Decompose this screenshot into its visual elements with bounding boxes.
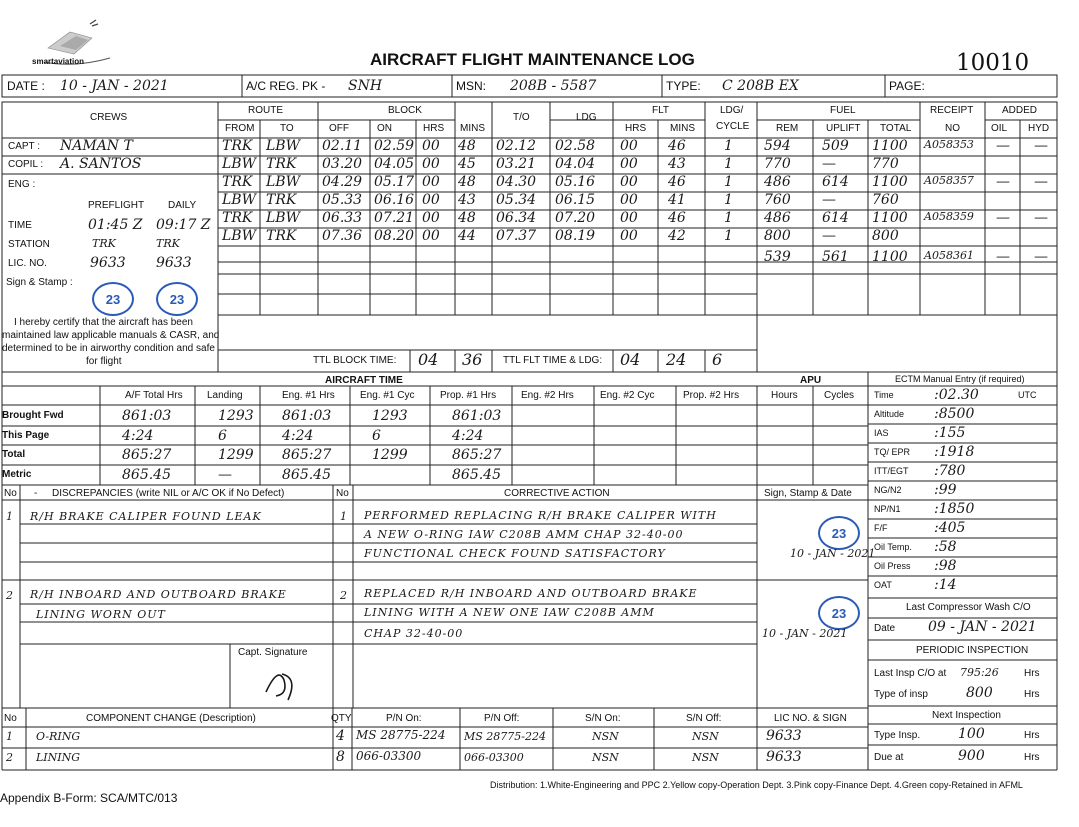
ac-time-4-5: 865.45 [452,467,501,483]
ac-time-row-label-3: Total [2,449,26,460]
flight-1-fmins: 46 [668,138,686,154]
station-daily: TRK [156,237,180,250]
flight-7-oil: — [996,249,1010,265]
comp-1-desc: O-RING [36,730,81,743]
flight-6-hrs: 00 [422,228,440,244]
col-to: TO [280,123,294,134]
flight-4-uplift: — [822,192,836,208]
sign-stamp-label: Sign & Stamp : [6,277,73,288]
certify-line-3: determined to be in airworthy condition and safe [2,343,215,354]
ectm-title: ECTM Manual Entry (if required) [895,374,1025,384]
ac-time-col-8: Prop. #2 Hrs [683,390,740,401]
flight-3-hyd: — [1034,174,1048,190]
ectm-value-1: :02.30 [934,387,979,403]
flight-5-uplift: 614 [822,210,849,226]
flight-5-hrs: 00 [422,210,440,226]
flight-4-cyc: 1 [724,192,733,208]
next-insp-title: Next Inspection [932,710,1001,721]
col-from: FROM [225,123,255,134]
ac-time-1-3: 861:03 [282,408,332,424]
flight-2-uplift: — [822,156,836,172]
flight-2-mins: 45 [458,156,476,172]
col-off: OFF [329,123,349,134]
ectm-value-10: :98 [934,558,957,574]
ac-time-col-4: Eng. #1 Cyc [360,390,415,401]
flight-6-fhrs: 00 [620,228,638,244]
flight-7-rem: 539 [764,249,791,265]
flight-3-total: 1100 [872,174,908,190]
flight-6-to: TRK [266,228,297,244]
comp-1-sn-on: NSN [592,730,619,743]
ac-time-2-4: 6 [372,428,381,444]
flight-5-to_t: 06.34 [496,210,537,226]
log-serial-number: 10010 [956,50,1030,76]
type-label: TYPE: [666,79,701,93]
ectm-label-7: NP/N1 [874,504,901,514]
comp-1-pn-off: MS 28775-224 [464,730,547,743]
ectm-label-11: OAT [874,580,892,590]
flight-3-to_t: 04.30 [496,174,537,190]
comp-pn-off-header: P/N Off: [484,713,520,724]
msn-label: MSN: [456,79,486,93]
ac-time-3-1: 865:27 [122,447,172,463]
ac-time-3-2: 1299 [218,447,254,463]
col-receipt: RECEIPT [930,105,974,116]
flight-1-to_t: 02.12 [496,138,537,154]
flight-1-from: TRK [222,138,253,154]
col-rem: REM [776,123,799,134]
flight-7-uplift: 561 [822,249,849,265]
ac-time-col-6: Eng. #2 Hrs [521,390,574,401]
flight-5-mins: 48 [458,210,476,226]
flight-2-total: 770 [872,156,899,172]
periodic-title: PERIODIC INSPECTION [916,645,1029,656]
ca-2-no: 2 [340,589,347,602]
flight-4-ldg: 06.15 [555,192,596,208]
eng-label: ENG : [8,179,36,190]
aircraft-time-title: AIRCRAFT TIME [325,375,403,386]
flight-3-hrs: 00 [422,174,440,190]
col-route: ROUTE [248,105,283,116]
ectm-unit-1: UTC [1018,390,1037,400]
flight-1-rem: 594 [764,138,791,154]
col-added: ADDED [1002,105,1038,116]
flight-7-hyd: — [1034,249,1048,265]
ectm-label-9: Oil Temp. [874,542,912,552]
comp-pn-on-header: P/N On: [386,713,422,724]
col-oil: OIL [991,123,1008,134]
comp-1-lic: 9633 [766,728,802,744]
station-preflight: TRK [92,237,116,250]
wash-title: Last Compressor Wash C/O [906,602,1031,613]
preflight-stamp: 23 [92,282,134,316]
col-ldg-cycle-2: CYCLE [716,121,750,132]
col-flt-mins: MINS [670,123,695,134]
disc-1-text: R/H BRAKE CALIPER FOUND LEAK [30,510,262,523]
capt-value: NAMAN T [60,138,133,154]
flight-2-hrs: 00 [422,156,440,172]
flight-5-fhrs: 00 [620,210,638,226]
flight-6-total: 800 [872,228,899,244]
flight-2-to: TRK [266,156,297,172]
certify-line-1: I hereby certify that the aircraft has been [14,317,193,328]
flight-5-on: 07.21 [374,210,415,226]
flight-6-cyc: 1 [724,228,733,244]
disc-dash: - [34,488,38,499]
flight-5-rem: 486 [764,210,791,226]
acreg-value: SNH [348,78,383,94]
comp-1-pn-on: MS 28775-224 [356,728,446,742]
flight-4-from: LBW [222,192,256,208]
ca-1-no: 1 [340,510,347,523]
flight-2-rem: 770 [764,156,791,172]
lic-preflight: 9633 [90,255,126,271]
flight-6-mins: 44 [458,228,476,244]
ac-time-row-label-2: This Page [2,430,50,441]
date-label: DATE : [7,79,45,93]
ttl-block-hrs: 04 [418,350,439,369]
flight-1-oil: — [996,138,1010,154]
brand-name: smartaviation [32,57,85,66]
flight-1-off: 02.11 [322,138,363,154]
comp-title: COMPONENT CHANGE (Description) [86,713,256,724]
flight-4-total: 760 [872,192,899,208]
flight-6-on: 08.20 [374,228,415,244]
flight-4-off: 05.33 [322,192,363,208]
flight-3-fmins: 46 [668,174,686,190]
flight-3-off: 04.29 [322,174,363,190]
flight-3-ldg: 05.16 [555,174,596,190]
comp-lic-header: LIC NO. & SIGN [774,713,847,724]
ca-2-line-3: CHAP 32-40-00 [364,627,464,640]
flight-1-hrs: 00 [422,138,440,154]
ectm-label-3: IAS [874,428,889,438]
time-label: TIME [8,220,32,231]
due-label: Due at [874,752,904,763]
ac-time-2-2: 6 [218,428,227,444]
next-type-unit: Hrs [1024,730,1040,741]
flight-2-fmins: 43 [668,156,686,172]
ac-time-4-3: 865.45 [282,467,331,483]
ectm-label-1: Time [874,390,894,400]
flight-3-uplift: 614 [822,174,849,190]
ttl-block-mins: 36 [462,350,483,369]
acreg-label: A/C REG. PK - [246,79,326,93]
ca-2-line-1: REPLACED R/H INBOARD AND OUTBOARD BRAKE [364,587,698,600]
apu-cycles: Cycles [824,390,855,401]
ac-time-1-4: 1293 [372,408,408,424]
time-preflight: 01:45 Z [88,217,143,233]
lic-daily: 9633 [156,255,192,271]
flight-5-off: 06.33 [322,210,363,226]
ectm-value-6: :99 [934,482,957,498]
flight-2-from: LBW [222,156,256,172]
col-flt: FLT [652,105,670,116]
flight-3-on: 05.17 [374,174,415,190]
comp-sn-off-header: S/N Off: [686,713,722,724]
flight-4-mins: 43 [458,192,476,208]
ectm-label-10: Oil Press [874,561,911,571]
flight-5-to: LBW [266,210,300,226]
last-insp-label: Last Insp C/O at [874,668,947,679]
ectm-value-11: :14 [934,577,957,593]
disc-2-line-2: LINING WORN OUT [36,608,166,621]
comp-2-no: 2 [6,751,13,764]
flight-6-uplift: — [822,228,836,244]
ca-2-stamp: 23 [818,596,860,630]
date-value: 10 - JAN - 2021 [60,78,169,94]
due-unit: Hrs [1024,752,1040,763]
ac-time-2-5: 4:24 [452,428,484,444]
ac-time-col-2: Landing [207,390,243,401]
certify-line-4: for flight [86,356,122,367]
flight-6-to_t: 07.37 [496,228,537,244]
ttl-flt-label: TTL FLT TIME & LDG: [503,355,603,366]
flight-6-fmins: 42 [668,228,686,244]
ac-time-4-2: — [218,467,232,483]
ac-time-2-1: 4:24 [122,428,154,444]
flight-1-fhrs: 00 [620,138,638,154]
ac-time-3-4: 1299 [372,447,408,463]
last-insp-unit: Hrs [1024,668,1040,679]
ectm-value-2: :8500 [934,406,975,422]
comp-1-qty: 4 [336,728,345,744]
flight-1-receipt: A058353 [924,138,974,151]
disc-2-no: 2 [6,589,13,602]
wash-date-label: Date [874,623,896,634]
sign-stamp-date-header: Sign, Stamp & Date [764,488,852,499]
flight-1-ldg: 02.58 [555,138,596,154]
ectm-value-5: :780 [934,463,966,479]
flight-1-on: 02.59 [374,138,415,154]
type-insp-value: 800 [966,685,993,701]
flight-2-fhrs: 00 [620,156,638,172]
flight-7-receipt: A058361 [924,249,974,262]
next-type-label: Type Insp. [874,730,921,741]
ac-time-col-3: Eng. #1 Hrs [282,390,335,401]
comp-2-sn-on: NSN [592,751,619,764]
ac-time-4-1: 865.45 [122,467,171,483]
ac-time-3-5: 865:27 [452,447,502,463]
flight-3-rem: 486 [764,174,791,190]
capt-signature-label: Capt. Signature [238,647,308,658]
type-insp-label: Type of insp [874,689,928,700]
ectm-label-2: Altitude [874,409,905,419]
apu-title: APU [800,375,822,386]
comp-1-sn-off: NSN [692,730,719,743]
comp-sn-on-header: S/N On: [585,713,621,724]
ttl-block-label: TTL BLOCK TIME: [313,355,397,366]
time-daily: 09:17 Z [156,217,211,233]
col-hyd: HYD [1028,123,1050,134]
ca-2-line-2: LINING WITH A NEW ONE IAW C208B AMM [364,606,655,619]
flight-4-hrs: 00 [422,192,440,208]
ca-title: CORRECTIVE ACTION [504,488,610,499]
col-crews: CREWS [90,112,128,123]
col-takeoff: T/O [513,112,530,123]
ectm-label-6: NG/N2 [874,485,902,495]
ca-1-line-1: PERFORMED REPLACING R/H BRAKE CALIPER WITH [364,509,717,522]
msn-value: 208B - 5587 [510,78,597,94]
flight-2-on: 04.05 [374,156,415,172]
ca-1-line-2: A NEW O-RING IAW C208B AMM CHAP 32-40-00 [364,528,684,541]
disc-no-header: No [4,488,17,499]
ectm-label-4: TQ/ EPR [874,447,911,457]
flight-1-cyc: 1 [724,138,733,154]
ttl-flt-ldg: 6 [712,350,723,369]
flight-1-total: 1100 [872,138,908,154]
flight-5-fmins: 46 [668,210,686,226]
capt-label: CAPT : [8,141,41,152]
flight-4-to_t: 05.34 [496,192,537,208]
type-insp-unit: Hrs [1024,689,1040,700]
ca-no-header: No [336,488,349,499]
ac-time-1-1: 861:03 [122,408,172,424]
flight-4-fhrs: 00 [620,192,638,208]
comp-2-pn-off: 066-03300 [464,751,524,764]
flight-3-oil: — [996,174,1010,190]
station-label: STATION [8,239,50,250]
ectm-label-8: F/F [874,523,888,533]
ac-time-col-1: A/F Total Hrs [125,390,183,401]
flight-4-rem: 760 [764,192,791,208]
disc-2-line-1: R/H INBOARD AND OUTBOARD BRAKE [30,588,287,601]
wash-date-value: 09 - JAN - 2021 [928,619,1037,635]
flight-2-ldg: 04.04 [555,156,596,172]
flight-1-mins: 48 [458,138,476,154]
ac-time-1-5: 861:03 [452,408,502,424]
copil-label: COPIL : [8,159,44,170]
next-type-value: 100 [958,726,985,742]
flight-3-receipt: A058357 [924,174,974,187]
col-fuel: FUEL [830,105,856,116]
flight-5-from: TRK [222,210,253,226]
flight-2-cyc: 1 [724,156,733,172]
flight-2-off: 03.20 [322,156,363,172]
ac-time-2-3: 4:24 [282,428,314,444]
flight-4-fmins: 41 [668,192,686,208]
flight-1-to: LBW [266,138,300,154]
ac-time-col-7: Eng. #2 Cyc [600,390,655,401]
ac-time-row-label-1: Brought Fwd [2,410,64,421]
flight-4-on: 06.16 [374,192,415,208]
comp-2-lic: 9633 [766,749,802,765]
disc-1-no: 1 [6,510,13,523]
due-value: 900 [958,748,985,764]
flight-3-fhrs: 00 [620,174,638,190]
flight-3-mins: 48 [458,174,476,190]
flight-1-uplift: 509 [822,138,849,154]
comp-2-desc: LINING [36,751,81,764]
page-title: AIRCRAFT FLIGHT MAINTENANCE LOG [370,50,695,69]
ttl-flt-mins: 24 [666,350,687,369]
comp-no-header: No [4,713,17,724]
flight-5-receipt: A058359 [924,210,974,223]
disc-title: DISCREPANCIES (write NIL or A/C OK if No Defect) [52,488,285,499]
daily-label: DAILY [168,200,197,211]
certify-line-2: maintained law applicable manuals & CASR, and [2,330,220,341]
col-block: BLOCK [388,105,422,116]
flight-6-ldg: 08.19 [555,228,596,244]
flight-7-total: 1100 [872,249,908,265]
apu-hours: Hours [771,390,798,401]
col-on: ON [377,123,392,134]
col-block-mins: MINS [460,123,485,134]
ac-time-1-2: 1293 [218,408,254,424]
copil-value: A. SANTOS [60,156,142,172]
ectm-value-8: :405 [934,520,966,536]
flight-6-off: 07.36 [322,228,363,244]
ectm-value-3: :155 [934,425,966,441]
comp-2-pn-on: 066-03300 [356,749,422,763]
ectm-value-7: :1850 [934,501,975,517]
capt-signature [258,660,308,702]
lic-label: LIC. NO. [8,258,47,269]
comp-2-sn-off: NSN [692,751,719,764]
ttl-flt-hrs: 04 [620,350,641,369]
comp-qty-header: QTY [331,713,352,724]
form-number: Appendix B-Form: SCA/MTC/013 [0,791,178,805]
flight-3-cyc: 1 [724,174,733,190]
ectm-value-9: :58 [934,539,957,555]
distribution-note: Distribution: 1.White-Engineering and PPC 2.Yellow copy-Operation Dept. 3.Pink copy-Finance Dept. 4.Green copy-Retained in AFML [490,780,1023,790]
ectm-label-5: ITT/EGT [874,466,909,476]
col-uplift: UPLIFT [826,123,861,134]
ac-time-row-label-4: Metric [2,469,32,480]
daily-stamp: 23 [156,282,198,316]
flight-5-oil: — [996,210,1010,226]
ca-1-stamp: 23 [818,516,860,550]
ectm-value-4: :1918 [934,444,975,460]
ac-time-3-3: 865:27 [282,447,332,463]
col-flt-hrs: HRS [625,123,647,134]
col-block-hrs: HRS [423,123,445,134]
page-label: PAGE: [889,79,925,93]
col-ldg: LDG [576,112,597,123]
comp-1-no: 1 [6,730,13,743]
flight-5-hyd: — [1034,210,1048,226]
col-receipt-no: NO [945,123,960,134]
flight-4-to: TRK [266,192,297,208]
ca-1-date: 10 - JAN - 2021 [790,547,876,560]
flight-5-cyc: 1 [724,210,733,226]
flight-2-to_t: 03.21 [496,156,537,172]
flight-5-ldg: 07.20 [555,210,596,226]
ca-2-date: 10 - JAN - 2021 [762,627,848,640]
comp-2-qty: 8 [336,749,345,765]
col-ldg-cycle-1: LDG/ [720,105,744,116]
ca-1-line-3: FUNCTIONAL CHECK FOUND SATISFACTORY [364,547,666,560]
flight-6-from: LBW [222,228,256,244]
flight-1-hyd: — [1034,138,1048,154]
col-total: TOTAL [880,123,912,134]
type-value: C 208B EX [722,78,799,94]
flight-3-to: LBW [266,174,300,190]
ac-time-col-5: Prop. #1 Hrs [440,390,497,401]
last-insp-value: 795:26 [960,666,999,679]
flight-5-total: 1100 [872,210,908,226]
flight-3-from: TRK [222,174,253,190]
flight-6-rem: 800 [764,228,791,244]
preflight-label: PREFLIGHT [88,200,145,211]
